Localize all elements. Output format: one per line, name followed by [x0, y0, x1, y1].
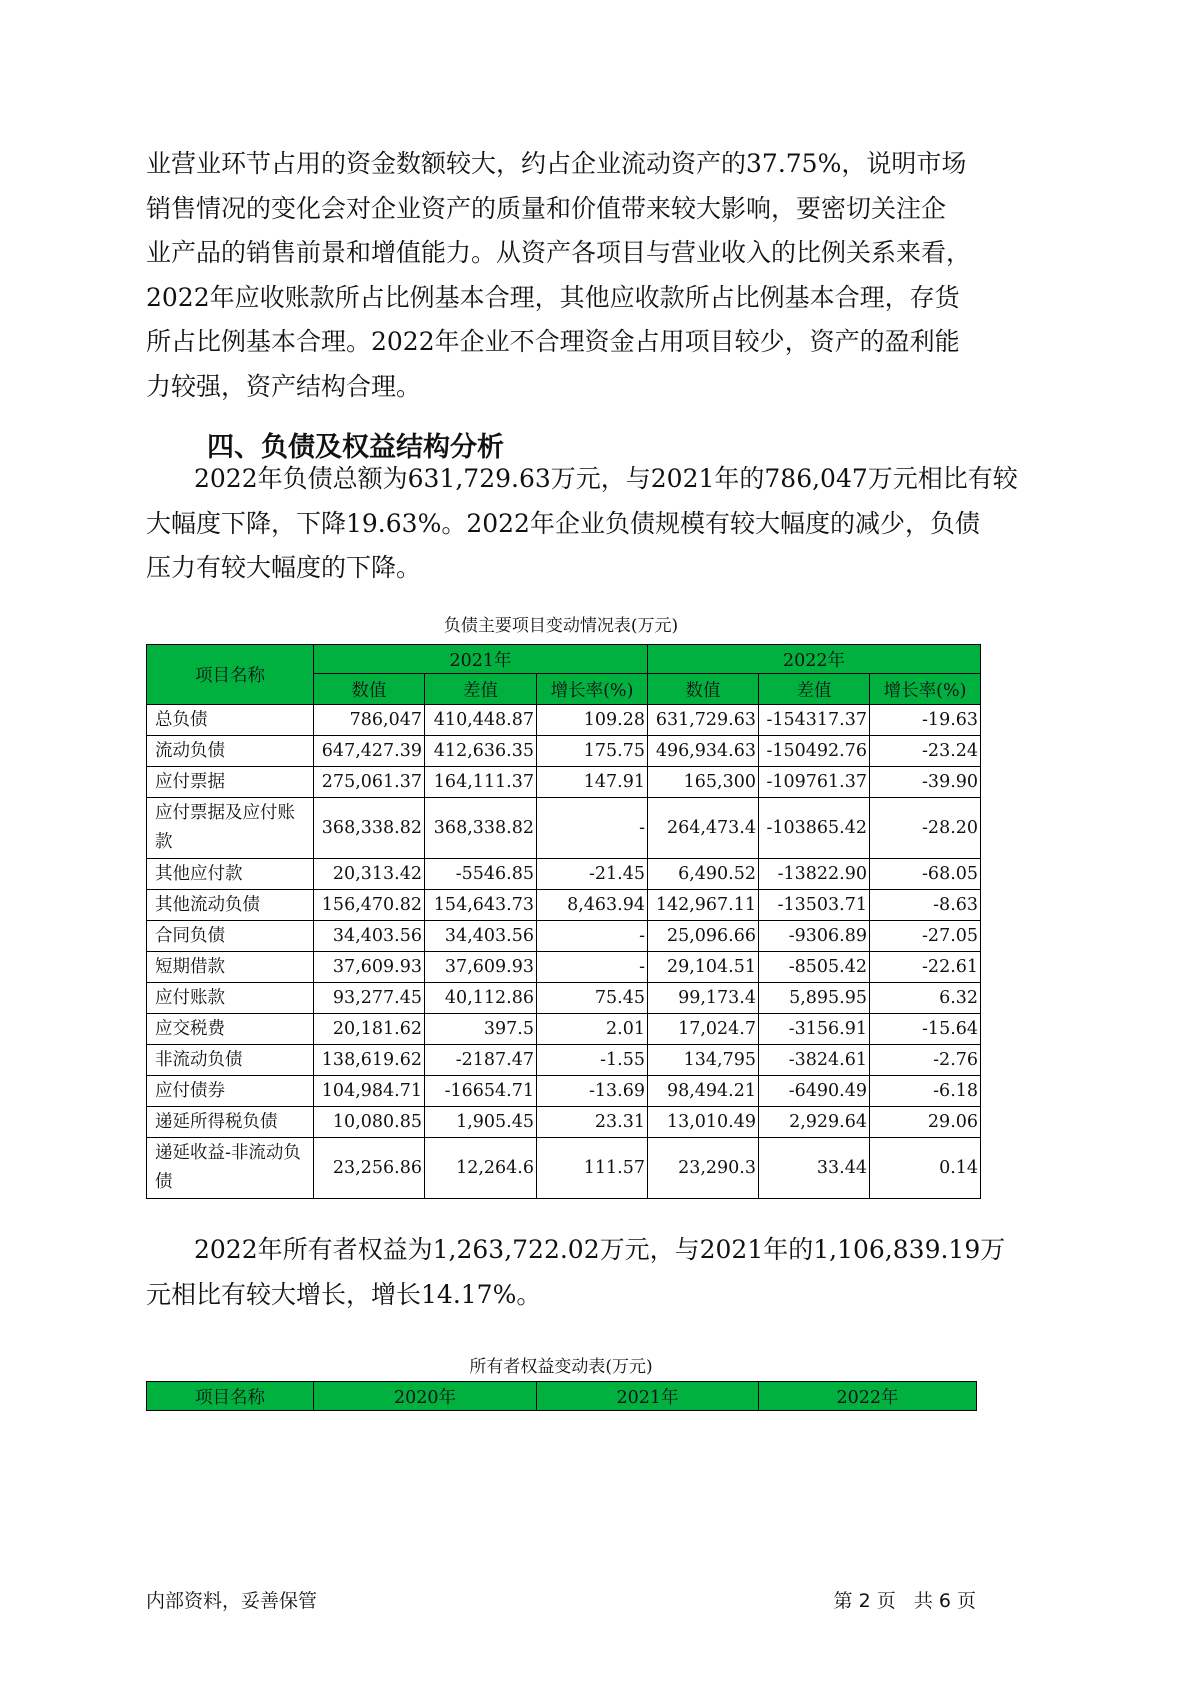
- paragraph-line: 销售情况的变化会对企业资产的质量和价值带来较大影响，要密切关注企: [146, 193, 947, 223]
- row-value-cell: -: [537, 952, 648, 983]
- row-value-cell: 496,934.63: [648, 736, 759, 767]
- table-caption-liabilities: 负债主要项目变动情况表(万元): [443, 616, 679, 636]
- row-value-cell: 34,403.56: [425, 921, 537, 952]
- row-item-name: 递延所得税负债: [147, 1107, 314, 1138]
- row-value-cell: 8,463.94: [537, 890, 648, 921]
- row-value-cell: 93,277.45: [314, 983, 425, 1014]
- header-value-2021: 数值: [314, 674, 425, 705]
- header-growth-2022: 增长率(%): [870, 674, 981, 705]
- table-row: [147, 1138, 981, 1199]
- paragraph-line: 所占比例基本合理。2022年企业不合理资金占用项目较少，资产的盈利能: [146, 327, 960, 356]
- row-value-cell: -23.24: [870, 736, 981, 767]
- row-value-cell: -2.76: [870, 1045, 981, 1076]
- row-value-cell: 2,929.64: [759, 1107, 870, 1138]
- row-value-cell: -8505.42: [759, 952, 870, 983]
- row-item-name: 流动负债: [147, 736, 314, 767]
- row-value-cell: 10,080.85: [314, 1107, 425, 1138]
- row-value-cell: 154,643.73: [425, 890, 537, 921]
- header-value-2022: 数值: [648, 674, 759, 705]
- paragraph-line: 大幅度下降，下降19.63%。2022年企业负债规模有较大幅度的减少，负债: [146, 508, 980, 538]
- header-year-2022: 2022年: [648, 645, 981, 674]
- row-value-cell: -103865.42: [759, 798, 870, 859]
- equity-header-item-name: 项目名称: [147, 1382, 314, 1411]
- row-value-cell: 368,338.82: [425, 798, 537, 859]
- paragraph-asset-structure: [146, 142, 1046, 409]
- row-value-cell: 156,470.82: [314, 890, 425, 921]
- row-value-cell: -: [537, 798, 648, 859]
- row-value-cell: 631,729.63: [648, 705, 759, 736]
- row-value-cell: -8.63: [870, 890, 981, 921]
- row-item-name: 应付账款: [147, 983, 314, 1014]
- row-value-cell: 20,181.62: [314, 1014, 425, 1045]
- row-value-cell: 109.28: [537, 705, 648, 736]
- row-value-cell: 275,061.37: [314, 767, 425, 798]
- row-value-cell: -15.64: [870, 1014, 981, 1045]
- header-growth-2021: 增长率(%): [537, 674, 648, 705]
- row-value-cell: -109761.37: [759, 767, 870, 798]
- row-item-name: 非流动负债: [147, 1045, 314, 1076]
- row-value-cell: -27.05: [870, 921, 981, 952]
- table-row: [147, 859, 981, 890]
- row-value-cell: 165,300: [648, 767, 759, 798]
- row-value-cell: -6490.49: [759, 1076, 870, 1107]
- equity-table: [146, 1381, 977, 1411]
- row-value-cell: 142,967.11: [648, 890, 759, 921]
- row-value-cell: 134,795: [648, 1045, 759, 1076]
- table-row: [147, 921, 981, 952]
- paragraph-line: 压力有较大幅度的下降。: [146, 553, 422, 582]
- table-row: [147, 1076, 981, 1107]
- header-diff-2022: 差值: [759, 674, 870, 705]
- equity-header-2022: 2022年: [759, 1382, 977, 1411]
- row-value-cell: 17,024.7: [648, 1014, 759, 1045]
- row-value-cell: 6,490.52: [648, 859, 759, 890]
- row-value-cell: -39.90: [870, 767, 981, 798]
- row-value-cell: 410,448.87: [425, 705, 537, 736]
- row-value-cell: 29.06: [870, 1107, 981, 1138]
- row-value-cell: -5546.85: [425, 859, 537, 890]
- row-value-cell: -16654.71: [425, 1076, 537, 1107]
- table-row: [147, 705, 981, 736]
- row-value-cell: 5,895.95: [759, 983, 870, 1014]
- row-value-cell: -21.45: [537, 859, 648, 890]
- table-caption-equity: 所有者权益变动表(万元): [469, 1357, 653, 1377]
- footer-confidential-note: 内部资料，妥善保管: [146, 1590, 318, 1612]
- table-row: [147, 1107, 981, 1138]
- equity-header-2021: 2021年: [537, 1382, 759, 1411]
- table-row: [147, 736, 981, 767]
- paragraph-owner-equity: [146, 1228, 1046, 1317]
- paragraph-line: 业营业环节占用的资金数额较大，约占企业流动资产的37.75%，说明市场: [146, 149, 967, 178]
- row-value-cell: -150492.76: [759, 736, 870, 767]
- row-value-cell: 111.57: [537, 1138, 648, 1199]
- row-value-cell: 104,984.71: [314, 1076, 425, 1107]
- table-row: [147, 767, 981, 798]
- row-item-name: 短期借款: [147, 952, 314, 983]
- section-heading-liabilities: 四、负债及权益结构分析: [207, 432, 504, 463]
- row-value-cell: 23,256.86: [314, 1138, 425, 1199]
- paragraph-line: 2022年所有者权益为1,263,722.02万元，与2021年的1,106,839.19万: [194, 1235, 1006, 1264]
- row-item-name: 其他应付款: [147, 859, 314, 890]
- table-row: [147, 890, 981, 921]
- paragraph-line: 业产品的销售前景和增值能力。从资产各项目与营业收入的比例关系来看，: [146, 238, 972, 267]
- row-value-cell: 264,473.4: [648, 798, 759, 859]
- row-value-cell: -28.20: [870, 798, 981, 859]
- row-value-cell: -: [537, 921, 648, 952]
- header-year-2021: 2021年: [314, 645, 648, 674]
- row-value-cell: 98,494.21: [648, 1076, 759, 1107]
- table-row: [147, 1045, 981, 1076]
- row-value-cell: 37,609.93: [425, 952, 537, 983]
- row-value-cell: -1.55: [537, 1045, 648, 1076]
- row-value-cell: 29,104.51: [648, 952, 759, 983]
- row-value-cell: 33.44: [759, 1138, 870, 1199]
- row-value-cell: -13503.71: [759, 890, 870, 921]
- row-value-cell: 164,111.37: [425, 767, 537, 798]
- row-value-cell: -68.05: [870, 859, 981, 890]
- row-value-cell: -2187.47: [425, 1045, 537, 1076]
- row-value-cell: -9306.89: [759, 921, 870, 952]
- row-value-cell: 34,403.56: [314, 921, 425, 952]
- row-value-cell: 23.31: [537, 1107, 648, 1138]
- row-value-cell: 0.14: [870, 1138, 981, 1199]
- row-value-cell: 368,338.82: [314, 798, 425, 859]
- table-row: [147, 952, 981, 983]
- row-value-cell: 6.32: [870, 983, 981, 1014]
- row-item-name: 应付票据: [147, 767, 314, 798]
- row-value-cell: -13822.90: [759, 859, 870, 890]
- row-value-cell: -154317.37: [759, 705, 870, 736]
- row-item-name: 总负债: [147, 705, 314, 736]
- row-value-cell: 1,905.45: [425, 1107, 537, 1138]
- row-value-cell: 138,619.62: [314, 1045, 425, 1076]
- paragraph-line: 2022年负债总额为631,729.63万元，与2021年的786,047万元相比有较: [194, 464, 1018, 493]
- row-value-cell: -22.61: [870, 952, 981, 983]
- paragraph-line: 力较强，资产结构合理。: [146, 371, 422, 401]
- header-diff-2021: 差值: [425, 674, 537, 705]
- row-value-cell: -3156.91: [759, 1014, 870, 1045]
- row-item-name: 应付票据及应付账款: [147, 798, 314, 859]
- row-value-cell: -13.69: [537, 1076, 648, 1107]
- row-value-cell: -3824.61: [759, 1045, 870, 1076]
- row-value-cell: 786,047: [314, 705, 425, 736]
- row-value-cell: 175.75: [537, 736, 648, 767]
- row-value-cell: 13,010.49: [648, 1107, 759, 1138]
- table-row: [147, 798, 981, 859]
- row-value-cell: 75.45: [537, 983, 648, 1014]
- row-value-cell: 412,636.35: [425, 736, 537, 767]
- row-item-name: 合同负债: [147, 921, 314, 952]
- row-item-name: 其他流动负债: [147, 890, 314, 921]
- row-value-cell: 147.91: [537, 767, 648, 798]
- row-value-cell: 2.01: [537, 1014, 648, 1045]
- paragraph-line: 元相比有较大增长，增长14.17%。: [146, 1279, 542, 1309]
- liabilities-table: [146, 644, 981, 1199]
- row-value-cell: 37,609.93: [314, 952, 425, 983]
- row-item-name: 应交税费: [147, 1014, 314, 1045]
- row-value-cell: 397.5: [425, 1014, 537, 1045]
- paragraph-line: 2022年应收账款所占比例基本合理，其他应收款所占比例基本合理，存货: [146, 282, 960, 312]
- row-value-cell: 40,112.86: [425, 983, 537, 1014]
- paragraph-total-liabilities: [146, 457, 1046, 591]
- row-value-cell: 12,264.6: [425, 1138, 537, 1199]
- row-item-name: 应付债券: [147, 1076, 314, 1107]
- row-value-cell: 20,313.42: [314, 859, 425, 890]
- equity-header-2020: 2020年: [314, 1382, 537, 1411]
- row-value-cell: 647,427.39: [314, 736, 425, 767]
- table-row: [147, 983, 981, 1014]
- row-value-cell: 99,173.4: [648, 983, 759, 1014]
- row-value-cell: 23,290.3: [648, 1138, 759, 1199]
- row-item-name: 递延收益-非流动负债: [147, 1138, 314, 1199]
- row-value-cell: 25,096.66: [648, 921, 759, 952]
- table-row: [147, 1014, 981, 1045]
- row-value-cell: -19.63: [870, 705, 981, 736]
- footer-page-number: 第 2 页 共 6 页: [833, 1590, 976, 1612]
- row-value-cell: -6.18: [870, 1076, 981, 1107]
- header-item-name: 项目名称: [147, 645, 314, 705]
